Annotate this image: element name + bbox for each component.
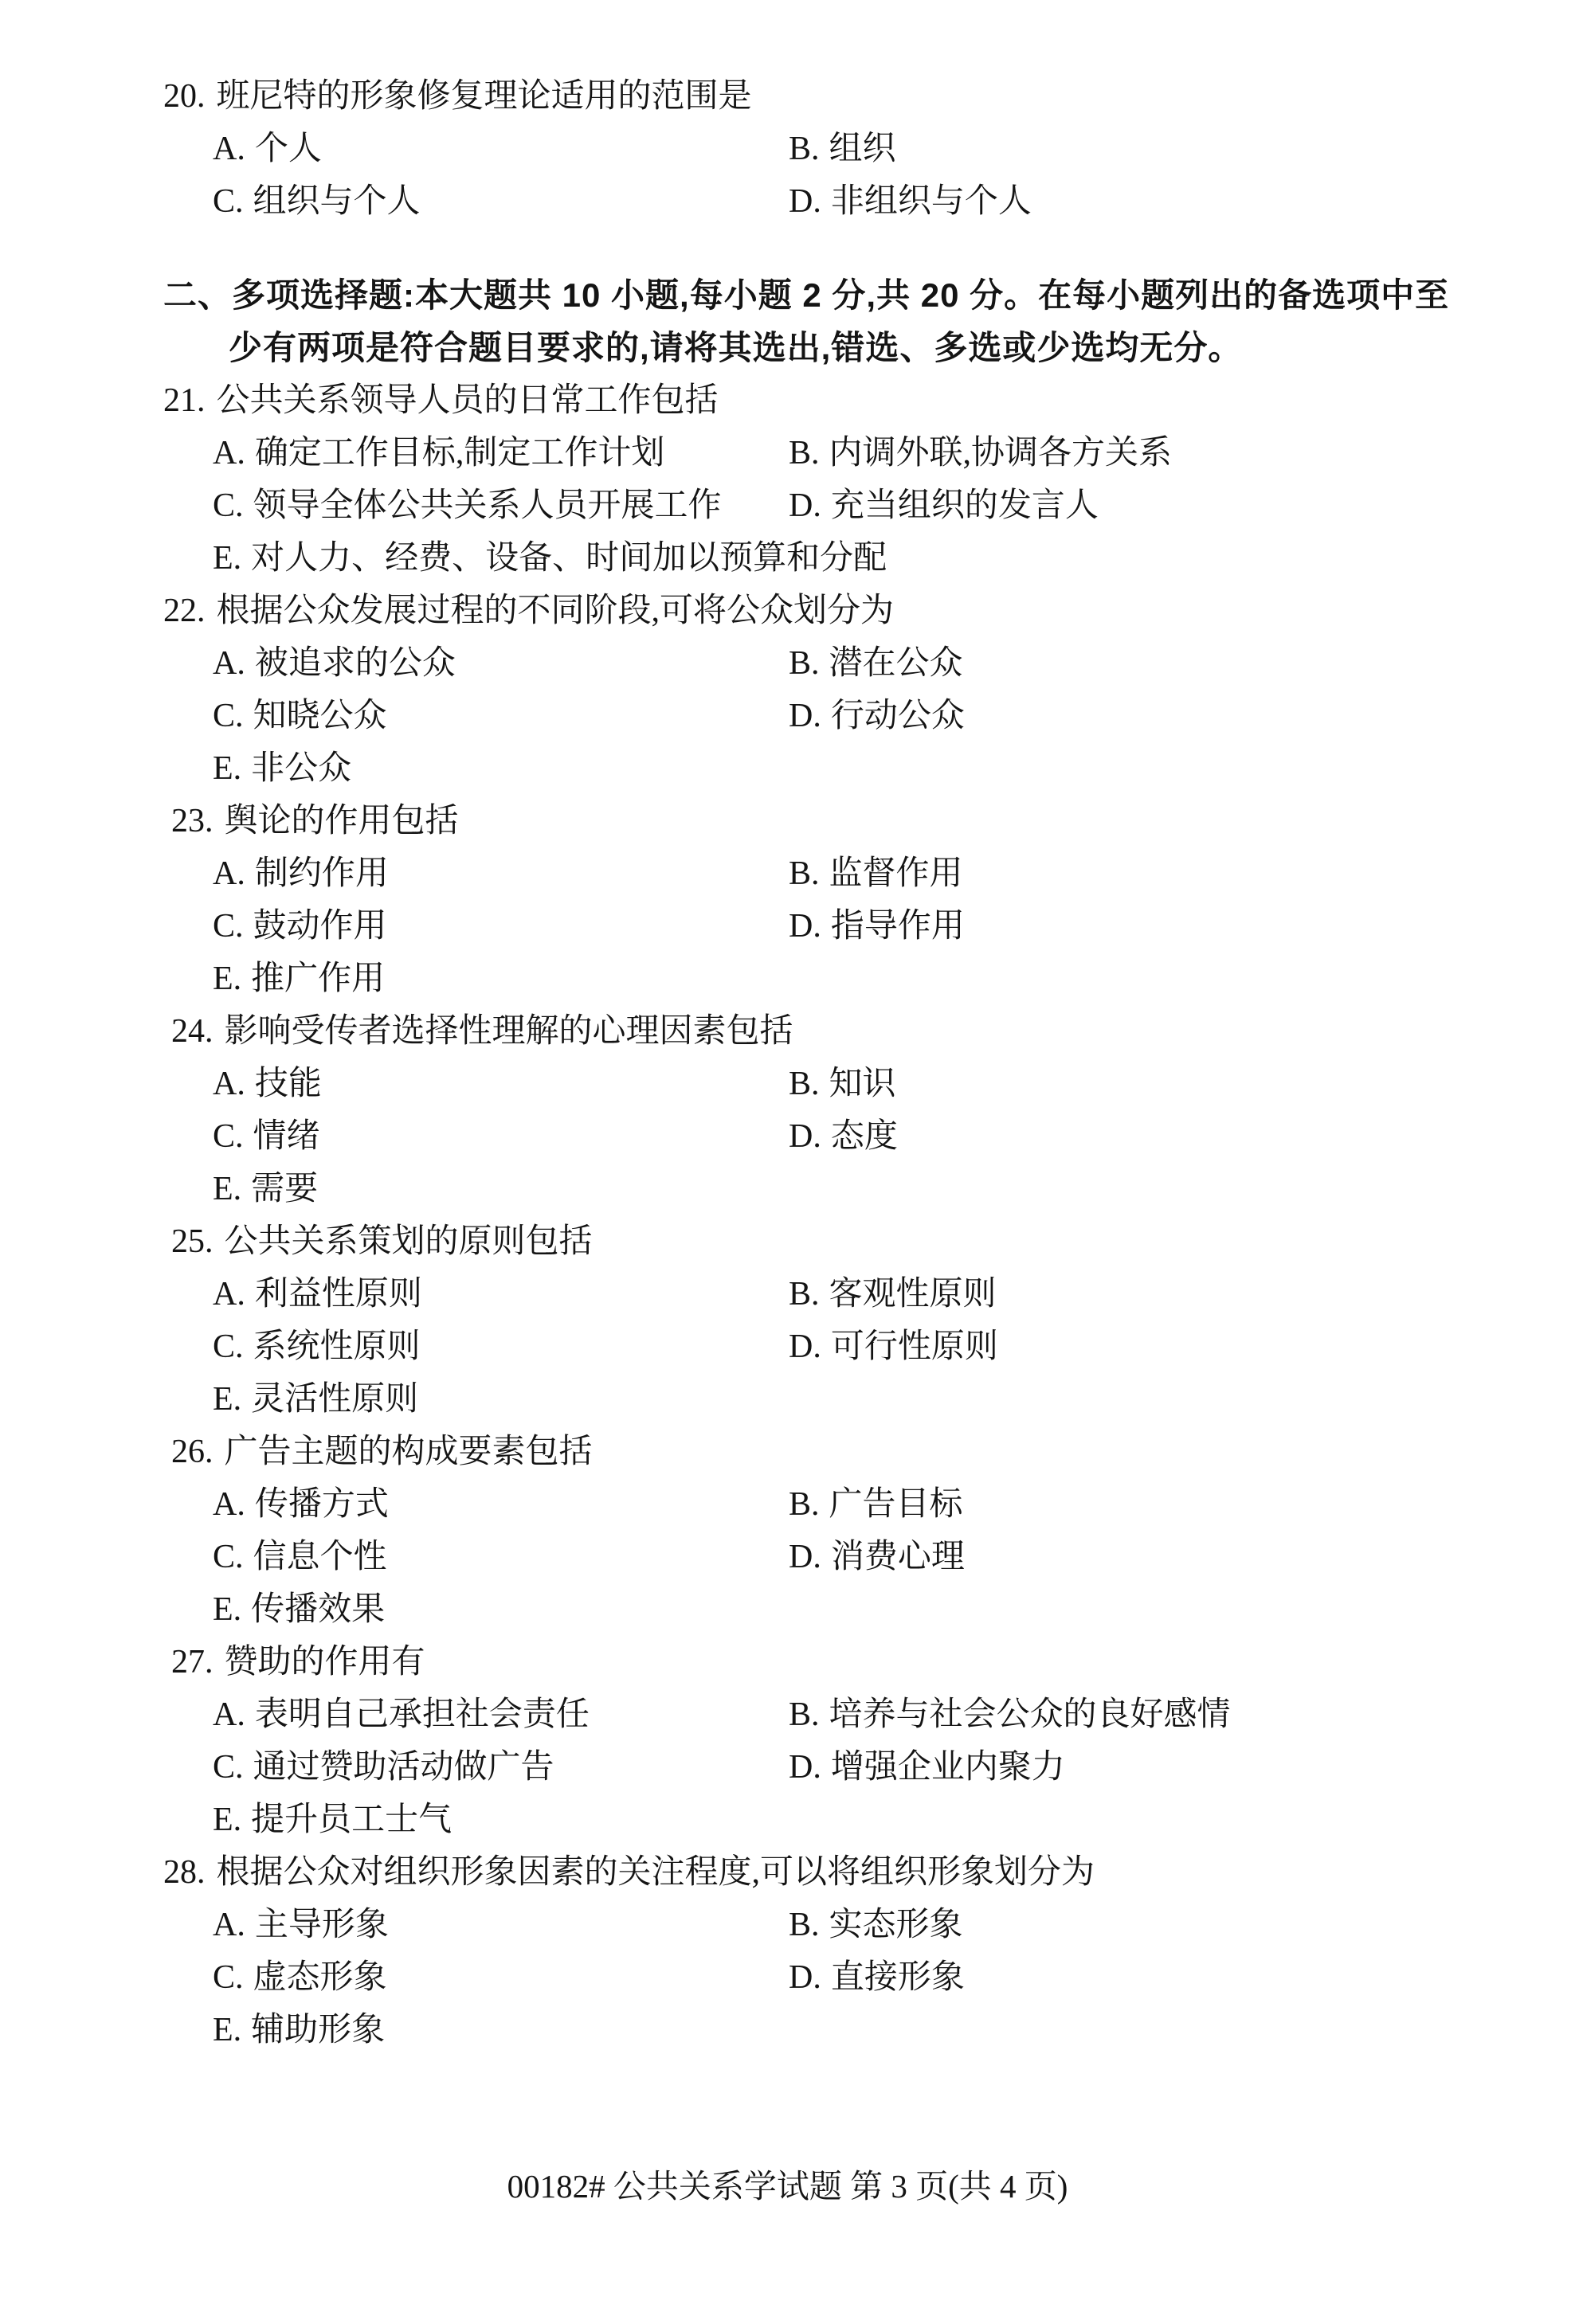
question-number: 25. (171, 1223, 214, 1260)
question-stem (163, 1846, 1470, 1899)
option-text: 潜在公众 (829, 645, 963, 682)
option-text: 虚态形象 (253, 1959, 387, 1996)
question-text: 公共关系领导人员的日常工作包括 (216, 382, 719, 419)
question-stem (163, 374, 1470, 427)
question-stem (163, 585, 1470, 637)
option-text: 确定工作目标,制定工作计划 (254, 435, 665, 471)
option-label: A. (213, 1907, 245, 1943)
question-stem (163, 1215, 1470, 1268)
option-label: C. (213, 183, 244, 220)
question-options (163, 1478, 1470, 1636)
option-label: A. (213, 645, 245, 682)
option-text: 鼓动作用 (253, 908, 387, 945)
option-text: 知识 (829, 1066, 896, 1102)
option-label: B. (789, 855, 820, 892)
option-a (213, 427, 789, 479)
option-text: 系统性原则 (253, 1328, 421, 1365)
option-a (213, 123, 789, 175)
option-text: 传播效果 (251, 1591, 386, 1628)
option-text: 非组织与个人 (830, 183, 1032, 220)
option-label: D. (789, 1539, 821, 1575)
question-options (163, 1688, 1470, 1846)
option-text: 行动公众 (830, 698, 965, 734)
option-a (213, 1058, 789, 1110)
option-label: C. (213, 1749, 244, 1786)
question-stem (163, 1426, 1470, 1478)
question-text: 赞助的作用有 (224, 1644, 425, 1680)
question-text: 广告主题的构成要素包括 (224, 1434, 593, 1470)
option-text: 对人力、经费、设备、时间加以预算和分配 (251, 540, 887, 577)
question-stem (163, 1005, 1470, 1058)
option-d (789, 175, 1032, 228)
option-c (213, 1951, 789, 2004)
option-text: 指导作用 (830, 908, 965, 945)
option-a (213, 1268, 789, 1320)
question-text: 班尼特的形象修复理论适用的范围是 (216, 78, 752, 115)
option-label: A. (213, 855, 245, 892)
question-number: 20. (163, 78, 206, 115)
option-label: D. (789, 908, 821, 945)
question-number: 27. (171, 1644, 214, 1680)
option-text: 表明自己承担社会责任 (254, 1696, 590, 1733)
question-options (163, 123, 1470, 228)
option-text: 信息个性 (253, 1539, 387, 1575)
option-label: D. (789, 487, 821, 524)
option-label: B. (789, 1907, 820, 1943)
question-28 (163, 1846, 1470, 2056)
option-text: 知晓公众 (253, 698, 387, 734)
option-e (213, 1163, 898, 1215)
option-label: D. (789, 183, 821, 220)
option-label: B. (789, 645, 820, 682)
option-c (213, 690, 789, 742)
option-b (789, 1899, 965, 1951)
option-text: 组织与个人 (253, 183, 421, 220)
option-d (789, 479, 1172, 532)
option-label: A. (213, 131, 245, 167)
option-b (789, 1478, 965, 1531)
question-text: 根据公众对组织形象因素的关注程度,可以将组织形象划分为 (216, 1854, 1095, 1891)
option-label: B. (789, 1486, 820, 1523)
option-text: 培养与社会公众的良好感情 (829, 1696, 1231, 1733)
option-text: 消费心理 (830, 1539, 965, 1575)
option-label: A. (213, 1486, 245, 1523)
question-stem (163, 70, 1470, 123)
option-text: 传播方式 (254, 1486, 389, 1523)
option-text: 被追求的公众 (254, 645, 456, 682)
option-c (213, 1110, 789, 1163)
option-label: A. (213, 1276, 245, 1313)
option-a (213, 637, 789, 690)
option-text: 增强企业内聚力 (830, 1749, 1065, 1786)
option-label: E. (213, 1381, 242, 1418)
option-label: E. (213, 750, 242, 787)
option-e (213, 532, 1172, 585)
option-label: B. (789, 1066, 820, 1102)
question-options (163, 1899, 1470, 2056)
question-26 (163, 1426, 1470, 1636)
option-b (789, 637, 965, 690)
option-label: C. (213, 698, 244, 734)
option-text: 可行性原则 (830, 1328, 998, 1365)
option-b (789, 847, 965, 900)
question-options (163, 847, 1470, 1005)
option-text: 通过赞助活动做广告 (253, 1749, 554, 1786)
option-label: D. (789, 1328, 821, 1365)
option-e (213, 742, 965, 795)
option-b (789, 1268, 998, 1320)
option-text: 组织 (829, 131, 896, 167)
option-label: C. (213, 908, 244, 945)
question-options (163, 1058, 1470, 1215)
option-a (213, 847, 789, 900)
option-b (789, 427, 1172, 479)
question-stem (163, 795, 1470, 847)
option-label: D. (789, 1749, 821, 1786)
option-text: 直接形象 (830, 1959, 965, 1996)
option-label: D. (789, 698, 821, 734)
option-text: 情绪 (253, 1118, 320, 1155)
option-e (213, 1794, 1231, 1846)
option-text: 内调外联,协调各方关系 (829, 435, 1173, 471)
question-options (163, 427, 1470, 585)
option-d (789, 900, 965, 953)
question-22 (163, 585, 1470, 795)
question-27 (163, 1636, 1470, 1846)
option-d (789, 1110, 898, 1163)
option-label: E. (213, 1171, 242, 1207)
option-b (789, 1058, 898, 1110)
option-label: C. (213, 1328, 244, 1365)
option-text: 个人 (254, 131, 322, 167)
question-options (163, 1268, 1470, 1426)
option-label: B. (789, 131, 820, 167)
option-label: E. (213, 2012, 242, 2048)
question-text: 根据公众发展过程的不同阶段,可将公众划分为 (216, 593, 895, 629)
option-text: 利益性原则 (254, 1276, 422, 1313)
question-options (163, 637, 1470, 795)
option-c (213, 1531, 789, 1583)
question-number: 28. (163, 1854, 206, 1891)
option-text: 主导形象 (254, 1907, 389, 1943)
option-label: B. (789, 1696, 820, 1733)
page-footer: 00182# 公共关系学试题 第 3 页(共 4 页) (507, 2168, 1068, 2205)
option-label: D. (789, 1959, 821, 1996)
question-number: 24. (171, 1013, 214, 1050)
option-label: E. (213, 1802, 242, 1838)
question-text: 影响受传者选择性理解的心理因素包括 (224, 1013, 793, 1050)
question-23 (163, 795, 1470, 1005)
question-text: 公共关系策划的原则包括 (224, 1223, 593, 1260)
option-c (213, 479, 789, 532)
option-label: A. (213, 1696, 245, 1733)
section-heading-line1: 二、多项选择题:本大题共 10 小题,每小题 2 分,共 20 分。在每小题列出的备选项中至 (163, 276, 1450, 314)
option-b (789, 123, 1032, 175)
option-text: 非公众 (251, 750, 352, 787)
question-number: 22. (163, 593, 206, 629)
option-text: 制约作用 (254, 855, 389, 892)
option-label: E. (213, 961, 242, 997)
option-c (213, 900, 789, 953)
question-number: 21. (163, 382, 206, 419)
option-a (213, 1688, 789, 1741)
option-label: B. (789, 1276, 820, 1313)
option-c (213, 1320, 789, 1373)
option-text: 领导全体公共关系人员开展工作 (253, 487, 722, 524)
option-label: E. (213, 1591, 242, 1628)
question-25 (163, 1215, 1470, 1426)
option-text: 客观性原则 (829, 1276, 997, 1313)
option-label: C. (213, 1959, 244, 1996)
option-text: 态度 (830, 1118, 898, 1155)
question-24 (163, 1005, 1470, 1215)
option-text: 提升员工士气 (251, 1802, 453, 1838)
option-text: 技能 (254, 1066, 322, 1102)
option-label: C. (213, 1539, 244, 1575)
option-text: 辅助形象 (251, 2012, 386, 2048)
option-d (789, 1741, 1231, 1794)
option-a (213, 1478, 789, 1531)
option-e (213, 953, 965, 1005)
question-21 (163, 374, 1470, 585)
option-label: D. (789, 1118, 821, 1155)
option-label: B. (789, 435, 820, 471)
option-label: E. (213, 540, 242, 577)
option-label: A. (213, 1066, 245, 1102)
section-heading-line2: 少有两项是符合题目要求的,请将其选出,错选、多选或少选均无分。 (229, 329, 1243, 366)
option-label: A. (213, 435, 245, 471)
option-b (789, 1688, 1231, 1741)
question-20 (163, 70, 1470, 228)
option-e (213, 2004, 965, 2056)
option-label: C. (213, 487, 244, 524)
option-e (213, 1583, 965, 1636)
question-stem (163, 1636, 1470, 1688)
question-number: 23. (171, 803, 214, 839)
option-text: 监督作用 (829, 855, 963, 892)
option-e (213, 1373, 998, 1426)
option-text: 需要 (251, 1171, 319, 1207)
option-d (789, 1320, 998, 1373)
option-c (213, 175, 789, 228)
question-text: 舆论的作用包括 (224, 803, 459, 839)
option-text: 实态形象 (829, 1907, 963, 1943)
option-d (789, 1951, 965, 2004)
exam-content (163, 70, 1470, 2056)
option-text: 广告目标 (829, 1486, 963, 1523)
option-c (213, 1741, 789, 1794)
option-d (789, 1531, 965, 1583)
option-text: 推广作用 (251, 961, 386, 997)
option-text: 充当组织的发言人 (830, 487, 1099, 524)
option-a (213, 1899, 789, 1951)
option-label: C. (213, 1118, 244, 1155)
section-heading (163, 269, 1470, 374)
question-number: 26. (171, 1434, 214, 1470)
option-text: 灵活性原则 (251, 1381, 419, 1418)
option-d (789, 690, 965, 742)
